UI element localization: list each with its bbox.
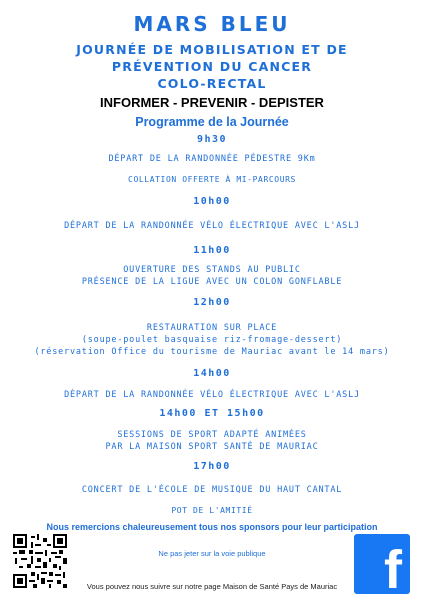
time-slot: 14h00 ET 15h00: [159, 408, 265, 419]
schedule-note: POT DE L'AMITIÉ: [171, 506, 253, 515]
qr-code-icon: [13, 534, 67, 588]
schedule-item: CONCERT DE L'ÉCOLE DE MUSIQUE DU HAUT CANTAL: [81, 485, 343, 495]
schedule-item: PRÉSENCE DE LA LIGUE AVEC UN COLON GONFLABLE: [81, 277, 343, 287]
subtitle-line-2: PRÉVENTION DU CANCER: [111, 59, 313, 74]
schedule-item: (soupe-poulet basquaise riz-fromage-dessert): [81, 335, 343, 345]
facebook-icon[interactable]: [354, 534, 410, 600]
time-slot: 17h00: [193, 461, 231, 472]
schedule-item: DÉPART DE LA RANDONNÉE VÉLO ÉLECTRIQUE AVEC L'ASLJ: [64, 221, 360, 231]
subtitle-line-1: JOURNÉE DE MOBILISATION ET DE: [76, 42, 348, 57]
schedule-note: COLLATION OFFERTE À MI-PARCOURS: [128, 175, 296, 184]
time-slot: 11h00: [193, 245, 231, 256]
schedule-item: DÉPART DE LA RANDONNÉE PÉDESTRE 9Km: [108, 154, 316, 164]
schedule-item: PAR LA MAISON SPORT SANTÉ DE MAURIAC: [105, 442, 319, 452]
time-slot: 12h00: [193, 297, 231, 308]
subtitle-line-3: COLO-RECTAL: [157, 76, 267, 91]
time-slot: 14h00: [193, 368, 231, 379]
schedule-item: RESTAURATION SUR PLACE: [146, 323, 278, 333]
schedule-item: (réservation Office du tourisme de Mauriac avant le 14 mars): [34, 347, 390, 357]
schedule-item: OUVERTURE DES STANDS AU PUBLIC: [123, 265, 301, 275]
program-heading: Programme de la Journée: [135, 115, 289, 129]
sponsors-thanks: Nous remercions chaleureusement tous nos sponsors pour leur participation: [46, 522, 378, 532]
no-litter-notice: Ne pas jeter sur la voie publique: [158, 549, 266, 558]
time-slot: 9h30: [196, 134, 228, 145]
follow-us-text: Vous pouvez nous suivre sur notre page Maison de Santé Pays de Mauriac: [86, 582, 338, 591]
poster-title: MARS BLEU: [133, 12, 291, 36]
facebook-f-glyph: f: [384, 540, 402, 600]
schedule-item: SESSIONS DE SPORT ADAPTÉ ANIMÉES: [117, 430, 307, 440]
schedule-item: DÉPART DE LA RANDONNÉE VÉLO ÉLECTRIQUE AVEC L'ASLJ: [64, 390, 360, 400]
time-slot: 10h00: [193, 196, 231, 207]
motto: INFORMER - PREVENIR - DEPISTER: [100, 95, 324, 110]
